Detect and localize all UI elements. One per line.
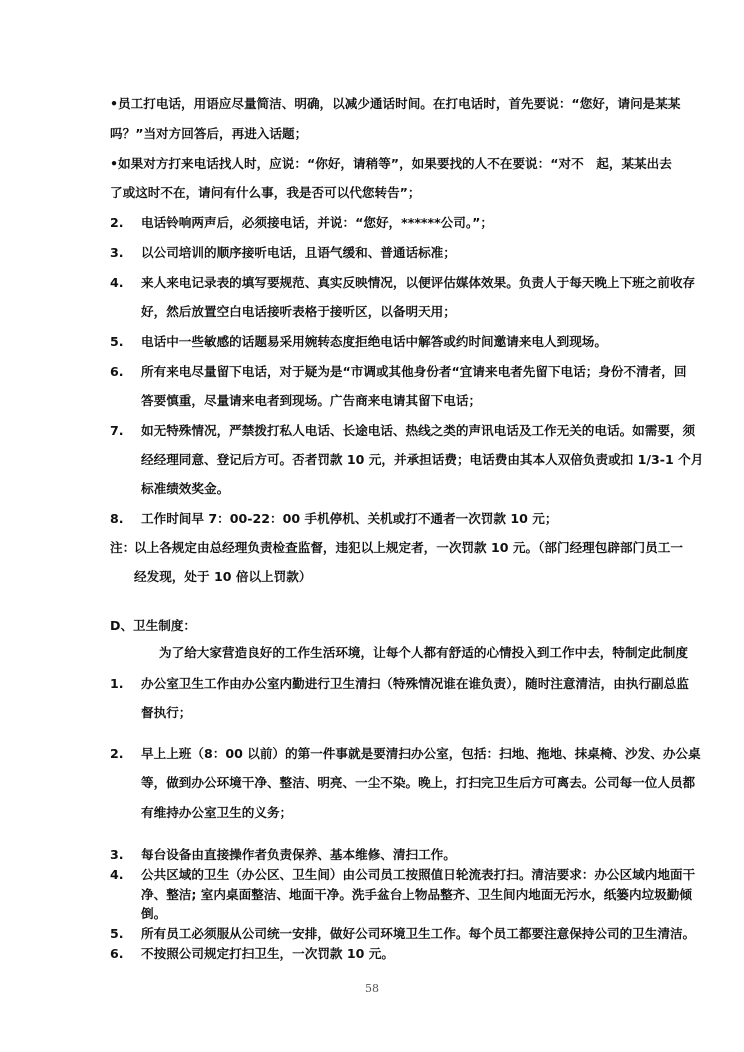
item-number: 3. xyxy=(110,245,124,260)
paragraph-line: 工作时间早 7：00-22：00 手机停机、关机或打不通者一次罚款 10 元； xyxy=(141,511,558,526)
paragraph-line: 经发现，处于 10 倍以上罚款） xyxy=(134,569,312,584)
paragraph-line: •员工打电话，用语应尽量简洁、明确，以减少通话时间。在打电话时，首先要说：“您好，请问是某某 xyxy=(110,96,681,111)
paragraph-line: 不按照公司规定打扫卫生，一次罚款 10 元。 xyxy=(141,946,394,961)
paragraph-line: 办公室卫生工作由办公室内勤进行卫生清扫（特殊情况谁在谁负责），随时注意清洁，由执行副总监 xyxy=(141,676,689,691)
paragraph-line: 好，然后放置空白电话接听表格于接听区，以备明天用； xyxy=(141,304,456,319)
paragraph-line: 早上上班（8：00 以前）的第一件事就是要清扫办公室，包括：扫地、拖地、抹桌椅、沙发、办公桌 xyxy=(141,746,701,761)
paragraph-line: 公共区域的卫生（办公区、卫生间）由公司员工按照值日轮流表打扫。清洁要求：办公区域内地面干 xyxy=(141,867,696,882)
item-number: 2. xyxy=(110,215,124,230)
item-number: 4. xyxy=(110,275,124,290)
paragraph-line: 督执行； xyxy=(141,705,192,720)
paragraph-line: 吗？”当对方回答后，再进入话题； xyxy=(110,126,308,141)
paragraph-line: 如无特殊情况，严禁拨打私人电话、长途电话、热线之类的声讯电话及工作无关的电话。如需要，须 xyxy=(141,423,696,438)
item-number: 1. xyxy=(110,676,124,691)
item-number: 7. xyxy=(110,423,124,438)
paragraph-line: 每台设备由直接操作者负责保养、基本维修、清扫工作。 xyxy=(141,847,456,862)
paragraph-line: 有维持办公室卫生的义务； xyxy=(141,805,293,820)
item-number: 6. xyxy=(110,364,124,379)
paragraph-line: 倒。 xyxy=(141,906,167,921)
item-number: 3. xyxy=(110,847,124,862)
paragraph-line: 了或这时不在，请问有什么事，我是否可以代您转告”； xyxy=(110,185,421,200)
paragraph-line: 以上各规定由总经理负责检查监督，违犯以上规定者，一次罚款 10 元。（部门经理包辟部门员工一 xyxy=(134,540,683,555)
item-number: 4. xyxy=(110,867,124,882)
paragraph-line: 经经理同意、登记后方可。否者罚款 10 元，并承担话费；电话费由其本人双倍负责或扣 1/3-1 个月 xyxy=(141,452,704,467)
page-number: 58 xyxy=(365,982,379,995)
section-intro: 为了给大家营造良好的工作生活环境，让每个人都有舒适的心情投入到工作中去，特制定此制度 xyxy=(159,645,688,660)
note-label: 注： xyxy=(110,540,136,555)
paragraph-line: 净、整洁; 室内桌面整洁、地面干净。洗手盆台上物品整齐、卫生间内地面无污水，纸篓内垃圾勤倾 xyxy=(141,887,692,902)
paragraph-line: 答要慎重，尽量请来电者到现场。广告商来电请其留下电话； xyxy=(141,393,482,408)
paragraph-line: 以公司培训的顺序接听电话，且语气缓和、普通话标准； xyxy=(141,245,456,260)
paragraph-line: 所有员工必须服从公司统一安排，做好公司环境卫生工作。每个员工都要注意保持公司的卫生清洁。 xyxy=(141,926,696,941)
paragraph-line: 电话中一些敏感的话题易采用婉转态度拒绝电话中解答或约时间邀请来电人到现场。 xyxy=(141,334,607,349)
paragraph-line: 标准绩效奖金。 xyxy=(141,481,230,496)
item-number: 8. xyxy=(110,511,124,526)
paragraph-line: 所有来电尽量留下电话，对于疑为是“市调或其他身份者“宜请来电者先留下电话；身份不清者，回 xyxy=(141,364,687,379)
paragraph-line: 来人来电记录表的填写要规范、真实反映情况，以便评估媒体效果。负责人于每天晚上下班之前收存 xyxy=(141,275,696,290)
section-heading: D、卫生制度： xyxy=(110,618,197,633)
item-number: 2. xyxy=(110,746,124,761)
item-number: 5. xyxy=(110,334,124,349)
paragraph-line: •如果对方打来电话找人时，应说：“你好，请稍等”，如果要找的人不在要说：“对不 起，某某出去 xyxy=(110,156,672,171)
paragraph-line: 等，做到办公环境干净、整洁、明亮、一尘不染。晚上，打扫完卫生后方可离去。公司每一位人员都 xyxy=(141,775,696,790)
paragraph-line: 电话铃响两声后，必须接电话，并说：“您好，******公司。”； xyxy=(141,215,494,230)
item-number: 6. xyxy=(110,946,124,961)
item-number: 5. xyxy=(110,926,124,941)
